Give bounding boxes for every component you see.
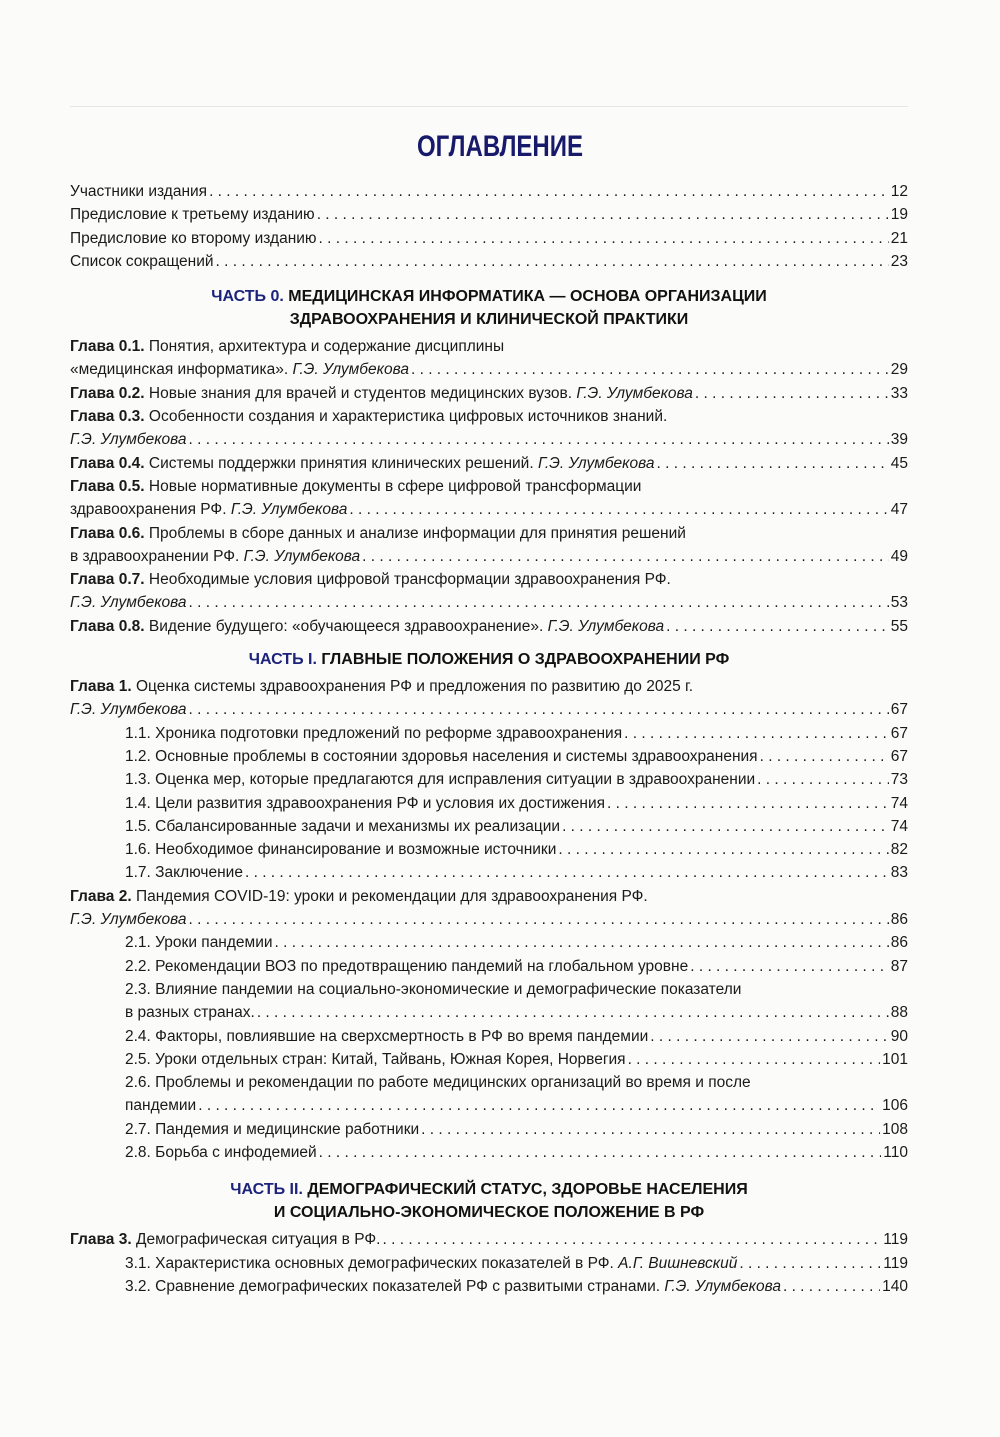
toc-section[interactable]: 3.2. Сравнение демографических показателей РФ с развитыми странами. Г.Э. Улумбекова . . . 140 [70, 1275, 908, 1298]
page-number: 87 [890, 957, 908, 975]
leader-dots [783, 1275, 880, 1298]
page-number: 140 [882, 1277, 908, 1295]
part-heading: ЧАСТЬ II. ДЕМОГРАФИЧЕСКИЙ СТАТУС, ЗДОРОВЬЕ НАСЕЛЕНИЯ И СОЦИАЛЬНО-ЭКОНОМИЧЕСКОЕ ПОЛОЖЕНИЕ В РФ [230, 1181, 748, 1222]
page-number: 108 [882, 1120, 908, 1138]
author: Г.Э. Улумбекова [664, 1277, 781, 1295]
part-heading: ЧАСТЬ I. ГЛАВНЫЕ ПОЛОЖЕНИЯ О ЗДРАВООХРАНЕНИИ РФ [248, 651, 730, 669]
toc-chapter[interactable]: Глава 0.6. Проблемы в сборе данных и анализе информации для принятия решений в здравоохранении РФ. Г.Э. Улумбекова . . . 49 [70, 522, 908, 569]
leader-dots [257, 1001, 889, 1024]
author: Г.Э. Улумбекова [70, 594, 187, 612]
page-number: 23 [890, 252, 908, 270]
page-number: 12 [890, 183, 908, 200]
leader-dots [690, 955, 889, 978]
leader-dots [757, 768, 889, 791]
page-number: 19 [890, 206, 908, 224]
part-heading: ЧАСТЬ 0. МЕДИЦИНСКАЯ ИНФОРМАТИКА — ОСНОВА ОРГАНИЗАЦИИ ЗДРАВООХРАНЕНИЯ И КЛИНИЧЕСКОЙ ПРАКТИКИ [211, 288, 767, 329]
page-title: ОГЛАВЛЕНИЕ [416, 130, 584, 163]
toc-section[interactable]: 2.6. Проблемы и рекомендации по работе медицинских организаций во время и после пандемии . . . 106 [70, 1071, 908, 1118]
leader-dots [382, 1228, 881, 1251]
toc-section[interactable]: 2.1. Уроки пандемии . . . 86 [70, 931, 908, 954]
toc-section[interactable]: 3.1. Характеристика основных демографических показателей в РФ. А.Г. Вишневский . . . 119 [70, 1252, 908, 1275]
author: Г.Э. Улумбекова [292, 361, 409, 379]
leader-dots [349, 498, 888, 521]
toc-section[interactable]: 2.3. Влияние пандемии на социально-экономические и демографические показатели в разных странах. . . . 88 [70, 978, 908, 1025]
toc-chapter[interactable]: Глава 0.3. Особенности создания и характеристика цифровых источников знаний. Г.Э. Улумбекова . . . 39 [70, 405, 908, 452]
leader-dots [666, 615, 889, 638]
page-number: 106 [882, 1097, 908, 1115]
page-number: 39 [890, 431, 908, 449]
toc-section[interactable]: 2.4. Факторы, повлиявшие на сверхсмертность в РФ во время пандемии . . . 90 [70, 1025, 908, 1048]
author: Г.Э. Улумбекова [230, 501, 348, 519]
page-number: 29 [890, 361, 908, 379]
toc-chapter[interactable]: Глава 2. Пандемия COVID-19: уроки и рекомендации для здравоохранения РФ. Г.Э. Улумбекова . . . 86 [70, 885, 908, 932]
leader-dots [317, 203, 889, 226]
toc-section[interactable]: 1.6. Необходимое финансирование и возможные источники . . . 82 [70, 838, 908, 861]
page-number: 110 [883, 1143, 908, 1161]
toc-section[interactable]: 2.8. Борьба с инфодемией . . . 110 [70, 1141, 908, 1164]
author: Г.Э. Улумбекова [70, 911, 187, 929]
page-number: 33 [890, 384, 908, 402]
page-number: 73 [890, 771, 908, 789]
page-number: 49 [890, 547, 908, 565]
running-header-line [70, 96, 908, 107]
page-number: 74 [890, 794, 908, 812]
toc-section[interactable]: 2.5. Уроки отдельных стран: Китай, Тайвань, Южная Корея, Норвегия . . . 101 [70, 1048, 908, 1071]
author: Г.Э. Улумбекова [547, 617, 665, 635]
part-label: ЧАСТЬ II. [230, 1181, 303, 1199]
author: Г.Э. Улумбекова [537, 454, 655, 472]
toc-chapter[interactable]: Глава 0.7. Необходимые условия цифровой трансформации здравоохранения РФ. Г.Э. Улумбекова . . . 53 [70, 568, 908, 615]
leader-dots [362, 545, 889, 568]
page-number: 86 [890, 911, 908, 929]
leader-dots [628, 1048, 881, 1071]
toc-section[interactable]: 1.3. Оценка мер, которые предлагаются для исправления ситуации в здравоохранении . . . 73 [70, 768, 908, 791]
page-number: 119 [883, 1254, 908, 1272]
toc-chapter[interactable]: Глава 0.1. Понятия, архитектура и содержание дисциплины «медицинская информатика». Г.Э. Улумбекова . . . 29 [70, 335, 908, 382]
toc-section[interactable]: 1.4. Цели развития здравоохранения РФ и условия их достижения . . . 74 [70, 792, 908, 815]
author: А.Г. Вишневский [618, 1254, 738, 1272]
page-number: 74 [890, 817, 908, 835]
toc-chapter[interactable]: Глава 1. Оценка системы здравоохранения РФ и предложения по развитию до 2025 г. Г.Э. Улумбекова . . . 67 [70, 675, 908, 722]
leader-dots [319, 1141, 882, 1164]
toc-entry[interactable]: Предисловие ко второму изданию . . . 21 [70, 227, 908, 250]
toc-entry[interactable]: Предисловие к третьему изданию . . . 19 [70, 203, 908, 226]
toc-entry[interactable]: Участники издания . . . 12 [70, 180, 908, 203]
page-number: 90 [890, 1027, 908, 1045]
toc-section[interactable]: 2.7. Пандемия и медицинские работники . . . 108 [70, 1118, 908, 1141]
toc-section[interactable]: 1.2. Основные проблемы в состоянии здоровья населения и системы здравоохранения . . . 67 [70, 745, 908, 768]
toc-chapter[interactable]: Глава 0.2. Новые знания для врачей и студентов медицинских вузов. Г.Э. Улумбекова . . . 33 [70, 382, 908, 405]
page-number: 119 [883, 1231, 908, 1249]
page-number: 47 [890, 501, 908, 519]
page-number: 67 [890, 701, 908, 719]
author: Г.Э. Улумбекова [70, 431, 187, 449]
leader-dots [319, 227, 889, 250]
page-number: 67 [890, 724, 908, 742]
leader-dots [275, 931, 889, 954]
toc-chapter[interactable]: Глава 0.8. Видение будущего: «обучающееся здравоохранение». Г.Э. Улумбекова . . . 55 [70, 615, 908, 638]
leader-dots [216, 250, 889, 273]
leader-dots [739, 1252, 881, 1275]
toc-chapter[interactable]: Глава 0.5. Новые нормативные документы в сфере цифровой трансформации здравоохранения РФ. Г.Э. Улумбекова . . . 47 [70, 475, 908, 522]
page-number: 45 [890, 454, 908, 472]
toc-chapter[interactable]: Глава 3. Демографическая ситуация в РФ. . . . 119 [70, 1228, 908, 1251]
leader-dots [189, 428, 889, 451]
page-number: 53 [890, 594, 908, 612]
leader-dots [421, 1118, 880, 1141]
leader-dots [624, 722, 889, 745]
toc-section[interactable]: 1.5. Сбалансированные задачи и механизмы их реализации . . . 74 [70, 815, 908, 838]
leader-dots [198, 1094, 880, 1117]
page-number: 55 [890, 617, 908, 635]
page-number: 83 [890, 864, 908, 882]
page-number: 82 [890, 841, 908, 859]
leader-dots [657, 452, 889, 475]
leader-dots [189, 908, 889, 931]
author: Г.Э. Улумбекова [576, 384, 693, 402]
part-label: ЧАСТЬ 0. [211, 288, 284, 306]
page-number: 88 [890, 1004, 908, 1022]
page-number: 67 [890, 747, 908, 765]
leader-dots [189, 698, 889, 721]
leader-dots [562, 815, 889, 838]
author: Г.Э. Улумбекова [70, 701, 187, 719]
page-number: 86 [890, 934, 908, 952]
toc-entry[interactable]: Список сокращений . . . 23 [70, 250, 908, 273]
leader-dots [245, 861, 889, 884]
leader-dots [607, 792, 889, 815]
toc-section[interactable]: 1.7. Заключение . . . 83 [70, 861, 908, 884]
leader-dots [558, 838, 888, 861]
table-of-contents [70, 180, 908, 1298]
toc-section[interactable]: 1.1. Хроника подготовки предложений по реформе здравоохранения . . . 67 [70, 722, 908, 745]
toc-section[interactable]: 2.2. Рекомендации ВОЗ по предотвращению пандемий на глобальном уровне . . . 87 [70, 955, 908, 978]
leader-dots [411, 358, 889, 381]
leader-dots [209, 180, 889, 203]
author: Г.Э. Улумбекова [243, 547, 361, 565]
page-number: 21 [890, 229, 908, 247]
part-label: ЧАСТЬ I. [248, 651, 317, 669]
leader-dots [189, 591, 889, 614]
page-number: 101 [882, 1050, 908, 1068]
leader-dots [760, 745, 889, 768]
leader-dots [650, 1025, 888, 1048]
toc-chapter[interactable]: Глава 0.4. Системы поддержки принятия клинических решений. Г.Э. Улумбекова . . . 45 [70, 452, 908, 475]
leader-dots [695, 382, 889, 405]
